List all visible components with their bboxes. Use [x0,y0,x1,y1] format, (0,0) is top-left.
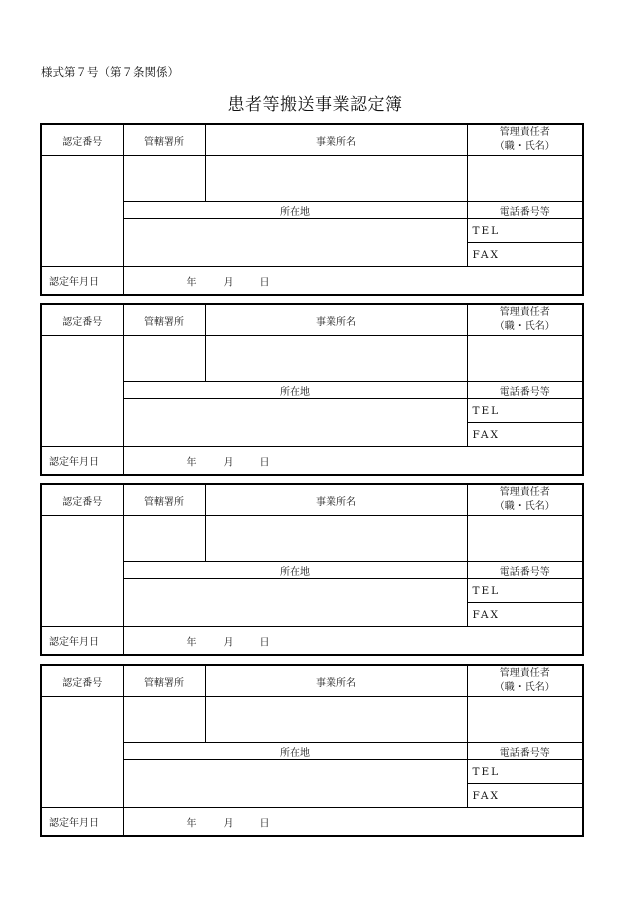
office-name-header: 事業所名 [205,665,467,697]
day-label: 日 [259,818,270,829]
manager-header-line2: （職・氏名） [494,501,555,512]
day-label: 日 [259,277,270,288]
jurisdiction-header: 管轄署所 [123,665,205,697]
cert-number-cell[interactable] [41,516,123,627]
address-cell[interactable] [123,579,467,627]
cert-date-cell[interactable] [123,447,583,476]
address-header: 所在地 [123,382,467,399]
jurisdiction-cell[interactable] [123,156,205,202]
cert-date-label: 認定年月日 [41,447,123,476]
manager-header-line1: 管理責任者 [499,487,550,498]
cert-number-cell[interactable] [41,156,123,267]
office-name-header: 事業所名 [205,304,467,336]
manager-header-line1: 管理責任者 [499,127,550,138]
document-title: 患者等搬送事業認定簿 [227,95,403,115]
cert-date-label: 認定年月日 [41,627,123,656]
cert-date-label: 認定年月日 [41,267,123,296]
manager-header-line2: （職・氏名） [494,141,555,152]
year-label: 年 [186,277,197,288]
phone-header: 電話番号等 [467,743,583,760]
cert-number-header: 認定番号 [41,124,123,156]
year-label: 年 [186,818,197,829]
tel-cell[interactable] [467,219,583,243]
cert-date-label: 認定年月日 [41,808,123,837]
office-name-cell[interactable] [205,336,467,382]
address-header: 所在地 [123,743,467,760]
phone-header: 電話番号等 [467,202,583,219]
cert-date-cell[interactable] [123,627,583,656]
jurisdiction-header: 管轄署所 [123,484,205,516]
manager-cell[interactable] [467,156,583,202]
tel-cell[interactable] [467,399,583,423]
tel-label: TEL [472,404,501,417]
phone-header: 電話番号等 [467,382,583,399]
jurisdiction-cell[interactable] [123,697,205,743]
manager-cell[interactable] [467,697,583,743]
tel-cell[interactable] [467,579,583,603]
record-table [40,123,584,296]
manager-header [467,304,583,336]
office-name-header: 事業所名 [205,484,467,516]
cert-number-header: 認定番号 [41,304,123,336]
phone-header: 電話番号等 [467,562,583,579]
fax-cell[interactable] [467,423,583,447]
record-table [40,664,584,837]
record-table [40,303,584,476]
jurisdiction-cell[interactable] [123,336,205,382]
cert-number-header: 認定番号 [41,665,123,697]
fax-cell[interactable] [467,243,583,267]
manager-header-line1: 管理責任者 [499,307,550,318]
office-name-cell[interactable] [205,697,467,743]
fax-cell[interactable] [467,784,583,808]
cert-date-cell[interactable] [123,808,583,837]
manager-header-line2: （職・氏名） [494,682,555,693]
fax-label: FAX [472,428,500,441]
fax-label: FAX [472,248,500,261]
cert-number-cell[interactable] [41,336,123,447]
jurisdiction-cell[interactable] [123,516,205,562]
fax-cell[interactable] [467,603,583,627]
manager-header [467,665,583,697]
tel-label: TEL [472,224,501,237]
address-header: 所在地 [123,562,467,579]
record-table [40,483,584,656]
manager-header [467,484,583,516]
tel-label: TEL [472,584,501,597]
fax-label: FAX [472,789,500,802]
year-label: 年 [186,637,197,648]
form-number-label: 様式第７号（第７条関係） [41,65,179,79]
tel-cell[interactable] [467,760,583,784]
address-cell[interactable] [123,399,467,447]
manager-cell[interactable] [467,336,583,382]
jurisdiction-header: 管轄署所 [123,304,205,336]
cert-date-cell[interactable] [123,267,583,296]
address-cell[interactable] [123,760,467,808]
jurisdiction-header: 管轄署所 [123,124,205,156]
cert-number-cell[interactable] [41,697,123,808]
day-label: 日 [259,637,270,648]
month-label: 月 [223,818,234,829]
month-label: 月 [223,457,234,468]
tel-label: TEL [472,765,501,778]
office-name-cell[interactable] [205,516,467,562]
address-header: 所在地 [123,202,467,219]
month-label: 月 [223,277,234,288]
fax-label: FAX [472,608,500,621]
manager-cell[interactable] [467,516,583,562]
month-label: 月 [223,637,234,648]
address-cell[interactable] [123,219,467,267]
manager-header [467,124,583,156]
manager-header-line2: （職・氏名） [494,321,555,332]
year-label: 年 [186,457,197,468]
manager-header-line1: 管理責任者 [499,668,550,679]
office-name-cell[interactable] [205,156,467,202]
office-name-header: 事業所名 [205,124,467,156]
cert-number-header: 認定番号 [41,484,123,516]
day-label: 日 [259,457,270,468]
